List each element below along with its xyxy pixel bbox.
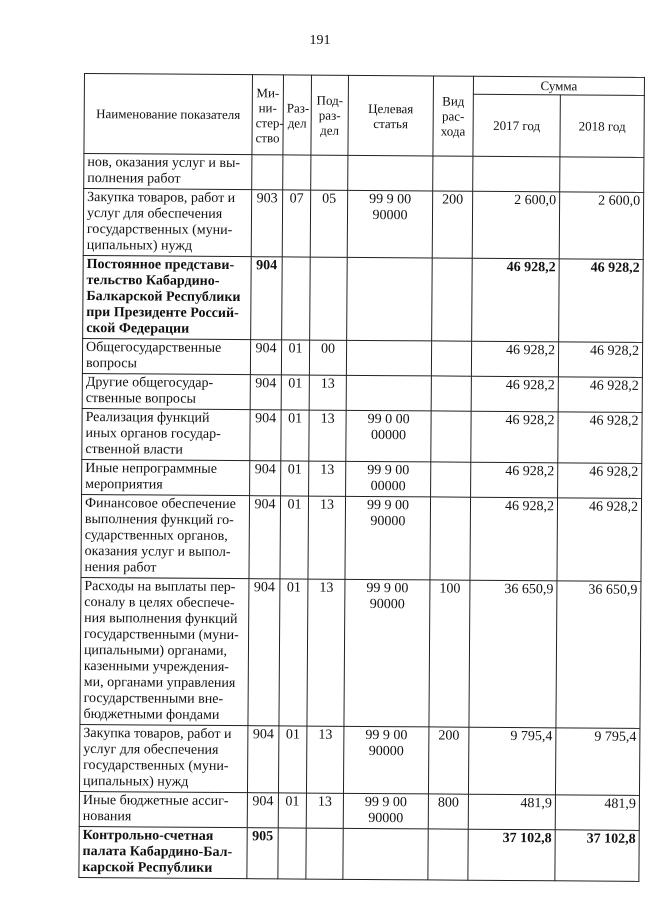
row-section xyxy=(282,257,311,340)
row-subsection: 13 xyxy=(306,726,343,793)
row-sum-2018: 9 795,4 xyxy=(555,728,639,796)
row-name: Закупка товаров, работ и услуг для обеспечения государственных (муни- ципальных) нужд xyxy=(79,724,247,792)
row-sum-2018: 2 600,0 xyxy=(559,192,643,260)
row-target: 99 0 00 00000 xyxy=(346,410,431,462)
row-expense-type xyxy=(431,341,471,376)
row-sum-2018: 481,9 xyxy=(555,795,639,831)
header-year-2018: 2018 год xyxy=(560,95,644,158)
row-sum-2018: 46 928,2 xyxy=(558,342,642,378)
row-sum-2017: 2 600,0 xyxy=(472,191,559,259)
header-section: Раз- дел xyxy=(283,75,312,155)
row-ministry: 905 xyxy=(247,828,278,879)
row-sum-2018: 46 928,2 xyxy=(558,463,642,499)
row-ministry: 904 xyxy=(247,726,278,793)
table-row xyxy=(79,826,639,881)
row-expense-type: 100 xyxy=(429,580,470,727)
row-name: Иные бюджетные ассиг- нования xyxy=(79,791,247,827)
row-sum-2017: 46 928,2 xyxy=(471,462,558,498)
row-section: 01 xyxy=(279,579,308,726)
table-row xyxy=(81,494,642,581)
header-sum: Сумма xyxy=(473,76,644,95)
row-subsection: 13 xyxy=(309,375,346,410)
table-row xyxy=(83,255,644,342)
row-name: Общегосударственные вопросы xyxy=(82,338,250,374)
row-sum-2017 xyxy=(473,156,560,192)
row-ministry: 903 xyxy=(251,190,282,257)
row-subsection: 00 xyxy=(309,340,346,375)
row-name: Другие общегосудар- ственные вопросы xyxy=(82,373,250,409)
header-target: Целевая статья xyxy=(348,75,434,156)
row-subsection xyxy=(311,155,348,190)
row-expense-type xyxy=(432,258,473,341)
row-section: 01 xyxy=(281,461,309,496)
header-year-2017: 2017 год xyxy=(473,94,560,157)
row-subsection: 13 xyxy=(308,496,346,579)
row-name: Закупка товаров, работ и услуг для обеспечения государственных (муни- ципальных) нужд xyxy=(83,189,251,257)
row-sum-2018 xyxy=(560,157,644,193)
row-ministry: 904 xyxy=(251,257,283,340)
row-target: 99 9 00 90000 xyxy=(345,496,431,580)
row-name: Постоянное представи- тельство Кабардино- Балкарской Республики при Президенте Россий- ской Федерации xyxy=(83,255,252,339)
page-number: 191 xyxy=(309,33,331,48)
row-expense-type xyxy=(431,411,471,462)
row-sum-2018: 37 102,8 xyxy=(555,830,639,882)
table-row xyxy=(82,338,642,377)
row-sum-2017: 46 928,2 xyxy=(471,341,558,377)
row-section: 01 xyxy=(281,410,309,461)
row-target xyxy=(347,257,433,341)
row-sum-2018: 46 928,2 xyxy=(558,377,642,413)
row-expense-type xyxy=(430,497,471,580)
header-name: Наименование показателя xyxy=(84,74,253,155)
row-section xyxy=(278,828,306,879)
row-target xyxy=(346,340,431,376)
row-ministry: 904 xyxy=(250,340,281,375)
row-section xyxy=(283,155,311,190)
table-row xyxy=(84,154,644,193)
row-subsection: 13 xyxy=(309,461,346,496)
table-row xyxy=(82,459,642,498)
row-name: Реализация функций иных органов государ- ственной власти xyxy=(82,408,250,460)
row-target xyxy=(348,155,433,191)
row-section: 01 xyxy=(281,375,309,410)
row-subsection: 13 xyxy=(307,579,345,726)
row-section: 01 xyxy=(278,726,306,793)
row-expense-type: 200 xyxy=(432,191,472,258)
row-name: Финансовое обеспечение выполнения функций го- сударственных органов, оказания услуг и выпол- нения работ xyxy=(81,494,250,578)
row-expense-type xyxy=(433,156,473,191)
row-name: Расходы на выплаты пер- соналу в целях обеспече- ния выполнения функций государственными (муни- ципальными) органами, казенными учреждения- ми, органами управления государственными вне- бюджетными фондами xyxy=(80,577,249,725)
row-ministry: 904 xyxy=(249,496,281,579)
row-target xyxy=(343,828,428,880)
row-sum-2018: 36 650,9 xyxy=(556,581,641,729)
header-ministry: Ми- ни- стер- ство xyxy=(252,75,284,155)
row-sum-2018: 46 928,2 xyxy=(557,498,642,582)
row-target: 99 9 00 90000 xyxy=(343,726,428,794)
row-subsection xyxy=(306,828,343,879)
row-name: нов, оказания услуг и вы- полнения работ xyxy=(84,154,252,190)
row-expense-type xyxy=(431,462,471,497)
row-sum-2017: 46 928,2 xyxy=(472,258,560,342)
row-section: 01 xyxy=(278,793,306,828)
row-expense-type xyxy=(431,376,471,411)
table-row xyxy=(79,724,639,795)
row-subsection: 05 xyxy=(310,190,347,257)
row-sum-2017: 46 928,2 xyxy=(471,411,558,463)
row-sum-2017: 481,9 xyxy=(468,794,555,830)
row-target: 99 9 00 90000 xyxy=(347,190,432,258)
row-subsection xyxy=(310,257,348,340)
row-target: 99 9 00 00000 xyxy=(346,461,431,497)
table-row xyxy=(82,408,642,463)
row-target: 99 9 00 90000 xyxy=(343,793,428,829)
row-ministry: 904 xyxy=(250,410,281,461)
row-ministry: 904 xyxy=(248,579,280,726)
row-section: 01 xyxy=(280,496,309,579)
row-ministry: 904 xyxy=(247,793,278,828)
table-row xyxy=(83,189,643,260)
row-sum-2017: 46 928,2 xyxy=(471,376,558,412)
table-row xyxy=(82,373,642,412)
row-sum-2017: 36 650,9 xyxy=(469,580,557,728)
row-expense-type xyxy=(428,829,468,880)
table-row xyxy=(80,577,641,728)
row-section: 01 xyxy=(281,340,309,375)
row-name: Контрольно-счетная палата Кабардино-Бал- карской Республики xyxy=(79,826,247,878)
row-expense-type: 200 xyxy=(428,727,468,794)
header-subsection: Под- раз- дел xyxy=(311,75,349,155)
row-target xyxy=(346,375,431,411)
row-sum-2017: 46 928,2 xyxy=(470,497,558,581)
row-ministry xyxy=(252,155,283,190)
row-target: 99 9 00 90000 xyxy=(344,579,430,727)
row-subsection: 13 xyxy=(306,793,343,828)
row-sum-2018: 46 928,2 xyxy=(559,259,644,343)
row-section: 07 xyxy=(282,190,310,257)
header-expense-type: Вид рас- хода xyxy=(433,76,474,156)
table-row xyxy=(79,791,639,830)
row-sum-2017: 9 795,4 xyxy=(468,727,555,795)
row-sum-2017: 37 102,8 xyxy=(468,829,555,881)
row-subsection: 13 xyxy=(309,410,346,461)
row-ministry: 904 xyxy=(250,375,281,410)
row-ministry: 904 xyxy=(250,461,281,496)
row-sum-2018: 46 928,2 xyxy=(558,412,642,464)
row-name: Иные непрограммные мероприятия xyxy=(82,459,250,495)
budget-table xyxy=(78,73,645,882)
row-expense-type: 800 xyxy=(428,794,468,829)
